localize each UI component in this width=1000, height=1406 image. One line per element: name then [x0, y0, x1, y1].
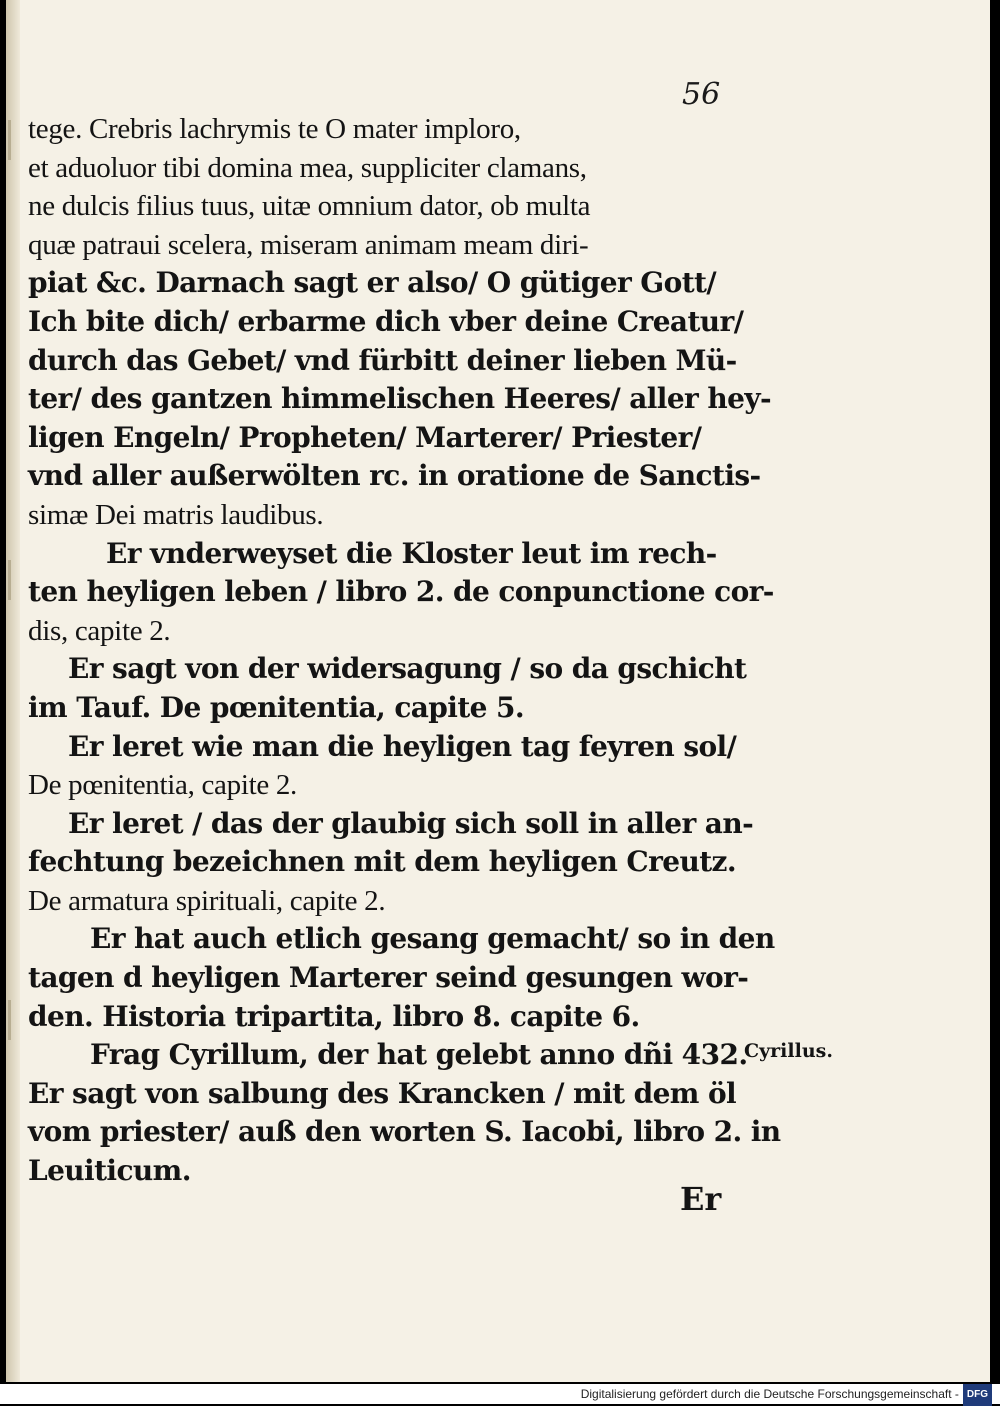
catchword: Er [680, 1180, 722, 1218]
digitization-footer [0, 1384, 1000, 1404]
text-line: Er sagt von salbung des Krancken / mit dem öl [28, 1076, 737, 1110]
text-line: Frag Cyrillum, der hat gelebt anno dñi 432. [90, 1038, 748, 1072]
text-line: Leuiticum. [28, 1154, 191, 1188]
text-line: piat &c. Darnach sagt er also/ O gütiger Gott/ [28, 266, 716, 300]
text-line: quæ patraui scelera, miseram animam meam diri- [28, 228, 589, 261]
text-line: simæ Dei matris laudibus. [28, 498, 324, 531]
text-line: dis, capite 2. [28, 614, 171, 647]
text-line: fechtung bezeichnen mit dem heyligen Creutz. [28, 845, 736, 879]
text-line: Er hat auch etlich gesang gemacht/ so in den [90, 922, 775, 956]
gutter-mark [8, 120, 11, 160]
page-gutter-shadow [6, 0, 20, 1382]
text-line: Er vnderweyset die Kloster leut im rech- [106, 536, 717, 570]
text-line: ter/ des gantzen himmelischen Heeres/ aller hey- [28, 382, 772, 416]
dfg-logo: DFG [963, 1384, 992, 1406]
text-line: vnd aller außerwölten rc. in oratione de Sanctis- [28, 459, 761, 493]
text-line: ten heyligen leben / libro 2. de conpunctione cor- [28, 575, 774, 609]
text-line: ne dulcis filius tuus, uitæ omnium dator, ob multa [28, 190, 591, 223]
text-line: ligen Engeln/ Propheten/ Marterer/ Priester/ [28, 420, 702, 454]
text-line: Er sagt von der widersagung / so da gschicht [68, 652, 747, 686]
text-line: De pœnitentia, capite 2. [28, 769, 298, 802]
text-line: durch das Gebet/ vnd fürbitt deiner lieben Mü- [28, 343, 737, 377]
text-line: tege. Crebris lachrymis te O mater imploro, [28, 113, 521, 145]
text-block [28, 110, 781, 1191]
margin-note: Cyrillus. [744, 1040, 833, 1062]
text-line: tagen d heyligen Marterer seind gesungen wor- [28, 961, 749, 995]
text-line: De armatura spirituali, capite 2. [28, 884, 386, 917]
text-line: et aduoluor tibi domina mea, suppliciter clamans, [28, 151, 587, 184]
text-line: Er leret / das der glaubig sich soll in aller an- [68, 806, 754, 840]
gutter-mark [8, 1000, 11, 1040]
text-line: Er leret wie man die heyligen tag feyren sol/ [68, 729, 737, 763]
page-number: 56 [682, 77, 721, 112]
gutter-mark [8, 560, 11, 600]
text-line: den. Historia tripartita, libro 8. capite 6. [28, 999, 640, 1033]
text-line: im Tauf. De pœnitentia, capite 5. [28, 690, 525, 724]
footer-credit: Digitalisierung gefördert durch die Deutsche Forschungsgemeinschaft - [580, 1387, 959, 1402]
text-line: vom priester/ auß den worten S. Iacobi, libro 2. in [28, 1115, 781, 1149]
text-line: Ich bite dich/ erbarme dich vber deine Creatur/ [28, 304, 744, 338]
book-page [6, 0, 990, 1382]
